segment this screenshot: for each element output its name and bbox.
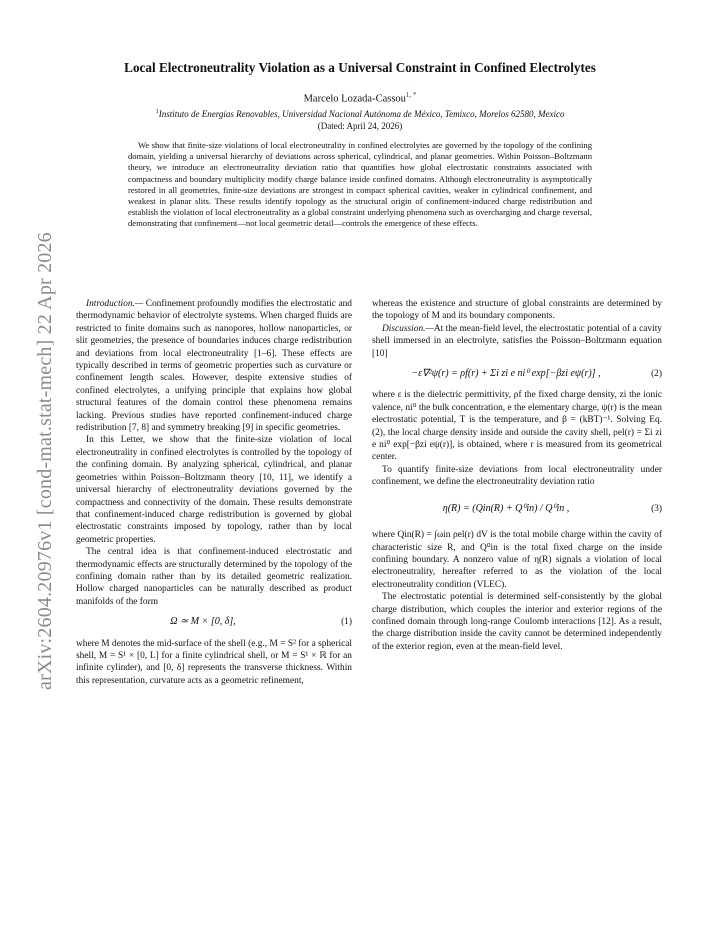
dated-line: (Dated: April 24, 2026) [317,121,403,131]
discussion-text: At the mean-field level, the electrostatic potential of a cavity shell immersed in an electrolyte, satisfies the Poisson–Boltzmann equation [10] [372,323,662,359]
equation-formula: −ε∇²ψ(r) = ρf(r) + Σi zi e ni⁰ exp[−βzi eψ(r)] , [411,368,601,380]
equation-formula: η(R) = (Qin(R) + Q⁰in) / Q⁰in , [442,502,570,514]
arxiv-identifier[interactable]: arXiv:2604.20976v1 [cond-mat.stat-mech] 22 Apr 2026 [34,232,56,690]
intro-paragraph [76,298,352,434]
equation-number: (1) [341,617,352,628]
equation-1 [76,616,352,628]
intro-text: Confinement profoundly modifies the electrostatic and thermodynamic behavior of electrolyte systems. When charged fluids are restricted to finite domains such as nanopores, hollow nanoparticles, or slit geometries, the presence of boundaries induces charge redistribution and deviations from local electroneutrality [1–6]. These effects are typically described in terms of geometric properties such as curvature or confinement length scales. However, despite extensive studies of confined electrolytes, a unifying principle that explains how global structural features of the domain control these phenomena remains lacking. Previous studies have reported confinement-induced charge redistribution [7, 8] and symmetry breaking [9] in specific geometries. [76,299,352,434]
equation-3 [372,503,662,515]
discussion-paragraph [372,323,662,360]
body-paragraph: where M denotes the mid-surface of the shell (e.g., M = S² for a spherical shell, M = S¹ × [0, L] for a finite cylindrical shell, or M = S¹ × ℝ for an infinite cylinder), and [0, δ] represents the transverse thickness. Within this representation, curvature acts as a geometric refinement, [76,638,352,686]
discussion-heading: Discussion.— [382,323,434,334]
body-paragraph: In this Letter, we show that the finite-size violation of local electroneutrality in confined electrolytes is controlled by the topology of the confining domain. By analyzing spherical, cylindrical, and planar geometries within Poisson–Boltzmann theory [10, 11], we identify a universal hierarchy of electroneutrality deviations governed by the compactness and connectivity of the domain. These results demonstrate that confinement-induced charge redistribution is governed by global electrostatic constraints imposed by topology, rather than by local geometric properties. [76,435,352,545]
body-paragraph: where ε is the dielectric permittivity, ρf the fixed charge density, zi the ionic valence, ni⁰ the bulk concentration, e the elementary charge, ψ(r) is the mean electrostatic potential, T is the temperature, and β = (kBT)⁻¹. Solving Eq. (2), the local charge density inside and outside the cavity shell, ρel(r) = Σi zi e ni⁰ exp[−βzi eψ(r)], is obtained, where r is measured from its geometrical center. [372,390,662,463]
paper-title: Local Electroneutrality Violation as a Universal Constraint in Confined Electrolytes [124,60,596,75]
equation-number: (2) [651,369,662,380]
body-paragraph: To quantify finite-size deviations from local electroneutrality under confinement, we define the electroneutrality deviation ratio [372,464,662,488]
intro-heading: Introduction.— [86,299,144,309]
body-paragraph: The central idea is that confinement-induced electrostatic and thermodynamic effects are structurally determined by the topology of the confining domain rather than by its detailed geometric realization. Hollow charged nanoparticles can be naturally described as product manifolds of the form [76,547,352,607]
equation-2 [372,368,662,380]
affiliation-mark: 1 [155,108,159,115]
equation-formula: Ω ≃ M × [0, δ], [170,616,236,628]
arxiv-sidebar [14,190,54,690]
equation-number: (3) [651,503,662,514]
body-paragraph: The electrostatic potential is determined self-consistently by the global charge distribution, which couples the interior and exterior regions of the confined domain through long-range Coulomb interactions [12]. As a result, the charge distribution inside the cavity cannot be determined independently of the exterior region, even at the mean-field level. [372,592,662,652]
body-paragraph: whereas the existence and structure of global constraints are determined by the topology of M and its boundary components. [372,299,662,322]
affiliation-text: Instituto de Energías Renovables, Universidad Nacional Autónoma de México, Temixco, Morelos 62580, Mexico [158,109,565,119]
author-line [60,91,660,105]
left-column [76,298,352,687]
abstract: We show that finite-size violations of local electroneutrality in confined electrolytes are governed by the topology of the confining domain, yielding a universal hierarchy of deviations across spherical, cylindrical, and planar geometries. Within Poisson–Boltzmann theory, we introduce an electroneutrality deviation ratio that quantifies how global electrostatic constraints associated with compactness and boundary multiplicity modify charge balance inside confined domains. Although electroneutrality is asymptotically restored in all geometries, finite-size deviations are strongest in compact spherical cavities, weaker in cylindrical confinement, and weakest in planar slits. These results identify topology as the structural origin of confinement-induced charge redistribution and establish the violation of local electroneutrality as a global constraint underlying phenomena such as overcharging and charge reversal, demonstrating that confinement—not local geometric detail—controls the emergence of these effects. [128,140,592,229]
right-column [372,298,662,653]
affiliation [60,108,660,119]
author-name: Marcelo Lozada-Cassou [303,93,406,105]
author-mark[interactable]: 1, * [405,91,417,99]
body-paragraph: where Qin(R) = ∫ωin ρel(r) dV is the total mobile charge within the cavity of characteristic size R, and Q⁰in is the total fixed charge on the inside confining boundary. A nonzero value of η(R) signals a violation of local electroneutrality, hereafter referred to as the violation of the local electroneutrality condition (VLEC). [372,530,662,590]
